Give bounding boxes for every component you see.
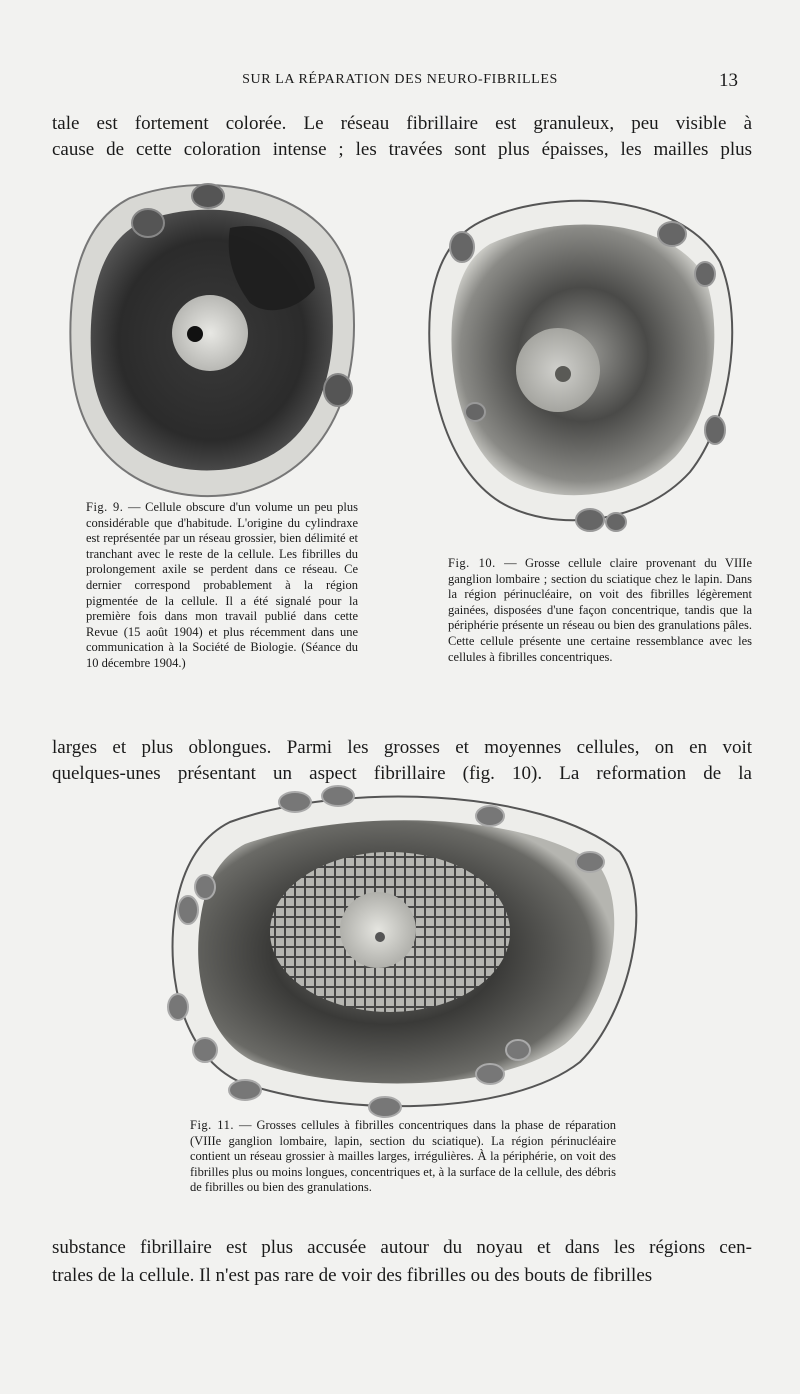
figure-9-cell-drawing [60,168,370,508]
paragraph-line: substance fibrillaire est plus accusée autour du noyau et dans les régions cen- [52,1237,752,1258]
running-head [0,70,800,92]
paragraph-line: trales de la cellule. Il n'est pas rare de voir des fibrilles ou des bouts de fibrilles [52,1265,653,1286]
paragraph-line: larges et plus oblongues. Parmi les grosses et moyennes cellules, on en voit [52,737,752,758]
figure-9-label: Fig. 9. [86,500,124,514]
figure-10-caption [448,556,752,665]
paragraph-line: quelques-unes présentant un aspect fibrillaire (fig. 10). La reformation de la [52,763,752,784]
figure-11-caption-text: — Grosses cellules à fibrilles concentriques dans la phase de réparation (VIIIe ganglion lombaire, lapin, section du sciatique). La région périnucléaire contient un réseau grossier à mailles larges, irrégulières. À la périphérie, on voit des fibrilles plus ou moins longues, concentriques et, à la surface de la cellule, des débris de fibrilles ou bien des granulations. [190,1118,616,1195]
paragraph-line: tale est fortement colorée. Le réseau fibrillaire est granuleux, peu visible à [52,113,752,134]
figure-11-cell-drawing [160,782,650,1120]
figure-9-caption-text: — Cellule obscure d'un volume un peu plus considérable que d'habitude. L'origine du cylindraxe est représentée par un réseau grossier, bien délimité et tranchant avec le reste de la cellule. Les fibrilles du prolongement axile se perdent dans ce réseau. Ce dernier correspond probablement à la région pigmentée de la cellule. Il a été signalé pour la première fois dans mon travail publié dans cette Revue (15 août 1904) et plus récemment dans une communication à la Société de Biologie. (Séance du 10 décembre 1904.) [86,500,359,670]
figure-10-cell-drawing [420,182,740,537]
figure-11-caption [190,1118,616,1196]
figure-9-caption [86,500,358,672]
figure-10-caption-text: — Grosse cellule claire provenant du VIIIe ganglion lombaire ; section du sciatique chez le lapin. Dans la région périnucléaire, on voit des fibrilles légèrement gainées, disposées d'une façon concentrique, tandis que la périphérie présente un réseau ou bien des granulations pâles. Cette cellule présente une certaine ressemblance avec les cellules à fibrilles concentriques. [448,556,752,664]
page-number: 13 [719,70,738,91]
figure-10-label: Fig. 10. [448,556,496,570]
paragraph-line: cause de cette coloration intense ; les travées sont plus épaisses, les mailles plus [52,139,752,160]
figure-11-label: Fig. 11. [190,1118,234,1132]
running-title: SUR LA RÉPARATION DES NEURO-FIBRILLES [242,72,558,87]
